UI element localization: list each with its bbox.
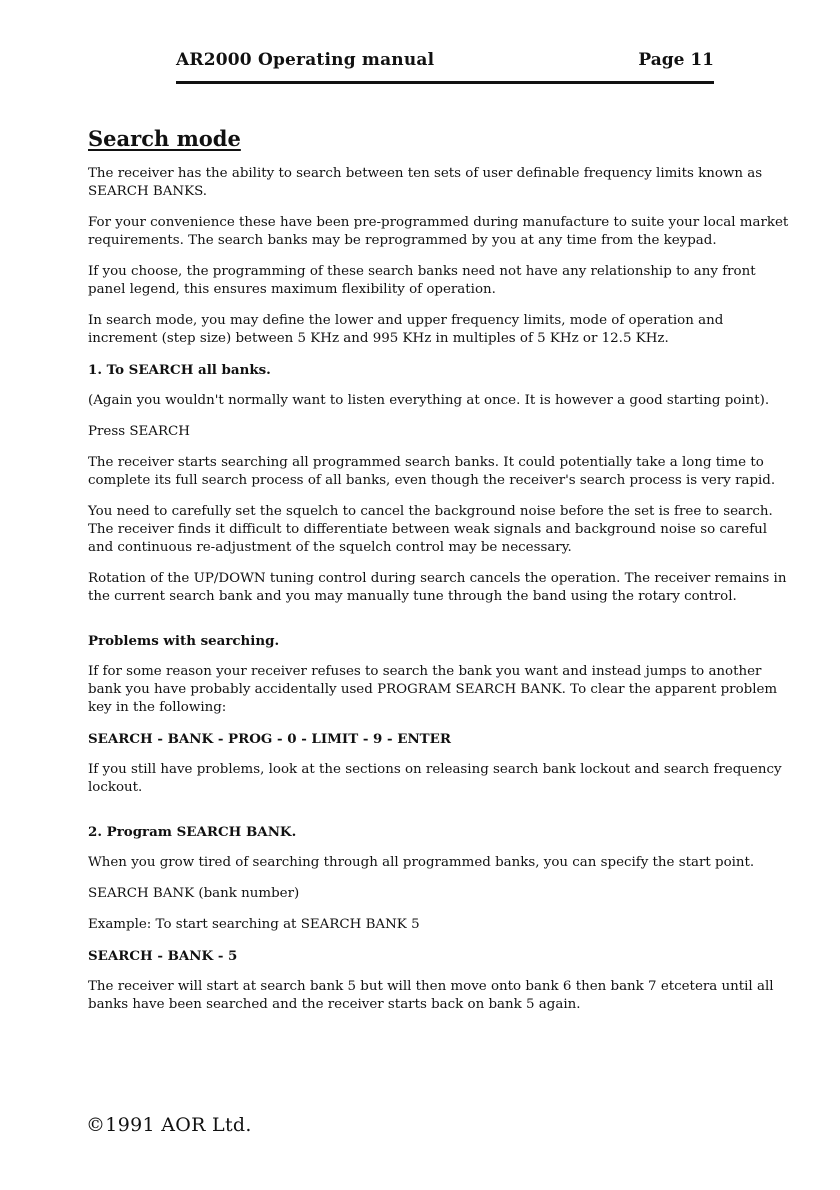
subheading-problems: Problems with searching. (88, 633, 280, 649)
key-sequence: SEARCH - BANK - PROG - 0 - LIMIT - 9 - ENTER (88, 731, 451, 747)
paragraph: If for some reason your receiver refuses to search the bank you want and instead jumps to another bank you have probably accidentally used PROGRAM SEARCH BANK. To clear the apparent problem key in the following: (88, 664, 778, 715)
paragraph: In search mode, you may define the lower and upper frequency limits, mode of operation and increment (step size) between 5 KHz and 995 KHz in multiples of 5 KHz or 12.5 KHz. (88, 313, 724, 346)
copyright-footer: ©1991 AOR Ltd. (86, 1114, 252, 1136)
page-number: Page 11 (638, 50, 714, 70)
manual-title: AR2000 Operating manual (176, 50, 435, 70)
paragraph: (Again you wouldn't normally want to listen everything at once. It is however a good starting point). (88, 393, 770, 408)
paragraph: If you choose, the programming of these search banks need not have any relationship to any front panel legend, this ensures maximum flexibility of operation. (88, 264, 756, 297)
paragraph: If you still have problems, look at the sections on releasing search bank lockout and search frequency lockout. (88, 762, 782, 795)
paragraph: The receiver has the ability to search between ten sets of user definable frequency limits known as SEARCH BANKS. (88, 166, 763, 199)
paragraph: You need to carefully set the squelch to cancel the background noise before the set is free to search. The receiver finds it difficult to differentiate between weak signals and background noise so careful and continuous re-adjustment of the squelch control may be necessary. (88, 504, 773, 555)
key-instruction: Press SEARCH (88, 424, 190, 439)
subheading-program-bank: 2. Program SEARCH BANK. (88, 824, 297, 840)
page-header (176, 50, 714, 74)
paragraph: For your convenience these have been pre-programmed during manufacture to suite your local market requirements. The search banks may be reprogrammed by you at any time from the keypad. (88, 215, 789, 248)
paragraph: The receiver starts searching all programmed search banks. It could potentially take a long time to complete its full search process of all banks, even though the receiver's search process is very rapid. (88, 455, 776, 488)
paragraph: The receiver will start at search bank 5 but will then move onto bank 6 then bank 7 etcetera until all banks have been searched and the receiver starts back on bank 5 again. (88, 979, 774, 1012)
page-body (88, 126, 796, 1027)
header-divider (176, 81, 714, 84)
paragraph: When you grow tired of searching through all programmed banks, you can specify the start point. (88, 855, 755, 870)
section-title: Search mode (88, 126, 241, 151)
paragraph: Example: To start searching at SEARCH BANK 5 (88, 917, 420, 932)
key-instruction: SEARCH BANK (bank number) (88, 886, 300, 901)
key-sequence: SEARCH - BANK - 5 (88, 948, 238, 964)
subheading-search-all: 1. To SEARCH all banks. (88, 362, 271, 378)
paragraph: Rotation of the UP/DOWN tuning control during search cancels the operation. The receiver remains in the current search bank and you may manually tune through the band using the rotary control. (88, 571, 787, 604)
